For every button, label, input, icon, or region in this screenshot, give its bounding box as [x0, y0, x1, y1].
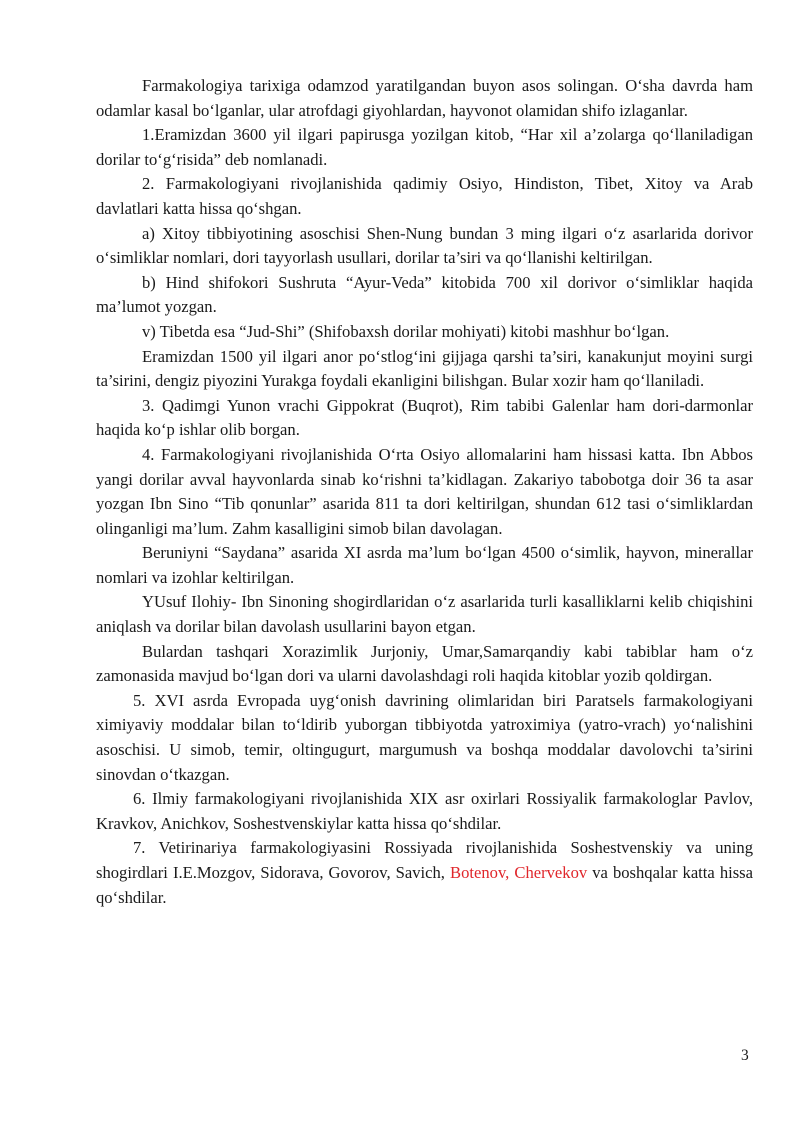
paragraph-russian-pharmacologists: 6. Ilmiy farmakologiyani rivojlanishida XIX asr oxirlari Rossiyalik farmakologlar Pavlov, Kravkov, Anichkov, Soshestvenskiylar katta hissa qo‘shdilar. — [96, 789, 753, 833]
paragraph-china: a) Xitoy tibbiyotining asoschisi Shen-Nung bundan 3 ming ilgari o‘z asarlarida dorivor o‘simliklar nomlari, dori tayyorlash usullari, dorilar ta’siri va qo‘llanishi keltirilgan. — [96, 223, 753, 268]
paragraph-india: b) Hind shifokori Sushruta “Ayur-Veda” kitobida 700 xil dorivor o‘simliklar haqida ma’lumot yozgan. — [96, 272, 753, 317]
paragraph-greece-rome: 3. Qadimgi Yunon vrachi Gippokrat (Buqrot), Rim tabibi Galenlar ham dori-darmonlar haqida ko‘p ishlar olib borgan. — [96, 395, 753, 440]
highlighted-names: Botenov, Chervekov — [450, 863, 588, 882]
paragraph-beruni: Beruniyni “Saydana” asarida XI asrda ma’lum bo‘lgan 4500 o‘simlik, hayvon, minerallar nomlari va izohlar keltirilgan. — [96, 543, 753, 587]
paragraph-tibet: v) Tibetda esa “Jud-Shi” (Shifobaxsh dorilar mohiyati) kitobi mashhur bo‘lgan. — [142, 321, 670, 341]
paragraph-central-asia: 4. Farmakologiyani rivojlanishida O‘rta Osiyo allomalarini ham hissasi katta. Ibn Abbos yangi dorilar avval hayvonlarda sinab ko‘rishni ta’kidlagan. Zakariyo tabobotga doir 36 ta asar yozgan Ibn Sino “Tib qonunlar” asarida 811 ta dori keltirilgan, shundan 612 tasi o‘simliklardan olinganligi ma’lum. Zahm kasalligini simob bilan davolagan. — [96, 444, 753, 538]
veterinary-text-after: va boshqalar katta hissa qo‘shdilar. — [96, 863, 754, 907]
veterinary-text-before: 7. Vetirinariya farmakologiyasini Rossiyada rivojlanishida Soshestvenskiy va uning shogirdlari I.E.Mozgov, Sidorava, Govorov, Savich, — [96, 838, 753, 882]
paragraph-yusuf-ilohiy: YUsuf Ilohiy- Ibn Sinoning shogirdlaridan o‘z asarlarida turli kasalliklarni kelib chiqishini aniqlash va dorilar bilan davolash usullarini bayon etgan. — [96, 592, 753, 637]
paragraph-papyrus: 1.Eramizdan 3600 yil ilgari papirusga yozilgan kitob, “Har xil a’zolarga qo‘llaniladigan dorilar to‘g‘risida” deb nomlanadi. — [96, 125, 753, 169]
paragraph-ancient-remedies: Eramizdan 1500 yil ilgari anor po‘stlog‘ini gijjaga qarshi ta’siri, kanakunjut moyini surgi ta’sirini, dengiz piyozini Yurakga foydali ekanligini bilishgan. Bular xozir ham qo‘llaniladi. — [96, 346, 753, 391]
paragraph-khorezm-scholars: Bulardan tashqari Xorazimlik Jurjoniy, Umar,Samarqandiy kabi tabiblar ham o‘z zamonasida mavjud bo‘lgan dori va ularni davolashdagi roli haqida kitoblar yozib qoldirgan. — [96, 641, 753, 686]
page-number: 3 — [741, 1047, 749, 1064]
paragraph-paracelsus: 5. XVI asrda Evropada uyg‘onish davrining olimlaridan biri Paratsels farmakologiyani ximiyaviy moddalar bilan to‘ldirib yuborgan tibbiyotda yatroximiya (yatro-vrach) yo‘nalishini asoschisi. U simob, temir, oltingugurt, margumush va boshqa moddalar davolovchi ta’sirini sinovdan o‘tkazgan. — [96, 690, 753, 784]
paragraph-veterinary — [96, 836, 753, 910]
paragraph-intro: Farmakologiya tarixiga odamzod yaratilgandan buyon asos solingan. O‘sha davrda ham odamlar kasal bo‘lganlar, ular atrofdagi giyohlardan, hayvonot olamidan shifo izlaganlar. — [96, 76, 753, 120]
body-text — [96, 74, 753, 910]
paragraph-asia-contribution: 2. Farmakologiyani rivojlanishida qadimiy Osiyo, Hindiston, Tibet, Xitoy va Arab davlatlari katta hissa qo‘shgan. — [96, 174, 753, 218]
